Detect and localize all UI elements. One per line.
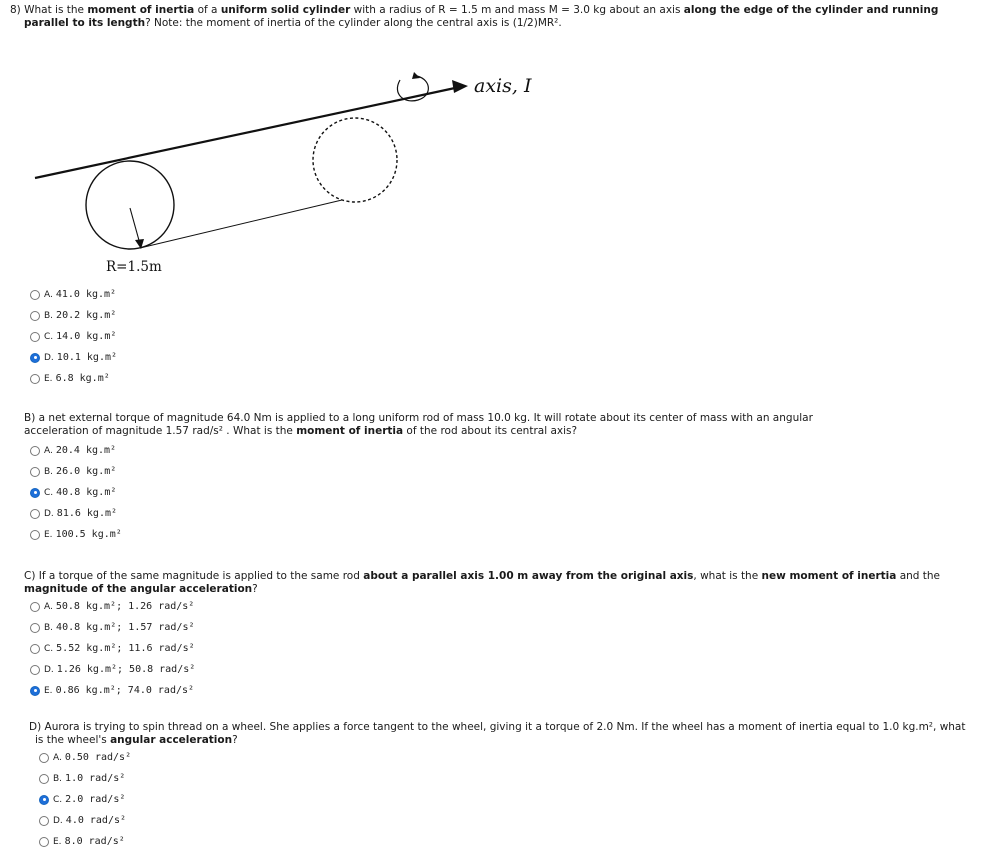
q2-option-b[interactable]	[30, 461, 122, 482]
option-value: 40.8 kg.m²	[56, 487, 117, 498]
q1-bold-2: uniform solid cylinder	[220, 4, 351, 16]
q4-option-e[interactable]	[39, 831, 131, 852]
option-letter: C.	[44, 643, 54, 654]
option-value: 20.4 kg.m²	[55, 445, 117, 456]
q3-option-e[interactable]	[30, 680, 195, 701]
q3-text-2: , what is the	[693, 570, 762, 582]
q1-text-3: with a radius of R = 1.5 m and mass M = 3.0 kg about an axis	[350, 4, 684, 16]
q1-option-e[interactable]	[30, 368, 117, 389]
q2-text-1: B) a net external torque of magnitude 64.0 Nm is applied to a long uniform rod of mass 10.0 kg. It will rotate about its center of mass with an angular	[24, 412, 813, 424]
option-value: 1.26 kg.m²; 50.8 rad/s²	[56, 664, 196, 675]
axis-line	[35, 88, 455, 178]
radio-button[interactable]	[30, 623, 40, 633]
radio-button[interactable]	[30, 530, 40, 540]
radio-button[interactable]	[39, 816, 49, 826]
cylinder-near-end	[86, 161, 174, 249]
q2-option-e[interactable]	[30, 524, 122, 545]
radio-button[interactable]	[30, 467, 40, 477]
radio-button[interactable]	[30, 332, 40, 342]
option-letter: D.	[53, 815, 63, 826]
option-letter: E.	[44, 685, 53, 696]
option-letter: A.	[53, 752, 62, 763]
q3-options	[30, 596, 195, 701]
q1-option-a[interactable]	[30, 284, 117, 305]
q2-text-3: of the rod about its central axis?	[403, 425, 578, 437]
option-letter: E.	[53, 836, 62, 847]
q4-option-d[interactable]	[39, 810, 131, 831]
option-letter: D.	[44, 508, 54, 519]
q2-text-2: acceleration of magnitude 1.57 rad/s² . What is the	[24, 425, 297, 437]
q3-text-4: ?	[252, 583, 258, 595]
option-letter: B.	[44, 622, 54, 633]
radio-button[interactable]	[30, 290, 40, 300]
option-value: 5.52 kg.m²; 11.6 rad/s²	[56, 643, 195, 654]
option-letter: E.	[44, 373, 53, 384]
option-value: 81.6 kg.m²	[56, 508, 118, 519]
question-8-text	[10, 4, 985, 30]
q2-options	[30, 440, 122, 545]
option-value: 1.0 rad/s²	[65, 773, 126, 784]
axis-arrowhead	[452, 80, 468, 93]
option-value: 100.5 kg.m²	[55, 529, 122, 540]
q1-bold-3: along the edge of the cylinder and running	[683, 4, 939, 16]
option-value: 2.0 rad/s²	[65, 794, 126, 805]
q1-text-1: 8) What is the	[10, 4, 88, 16]
q1-option-b[interactable]	[30, 305, 117, 326]
option-value: 40.8 kg.m²; 1.57 rad/s²	[56, 622, 195, 633]
option-value: 41.0 kg.m²	[55, 289, 117, 300]
option-letter: B.	[44, 466, 54, 477]
radius-arrow	[130, 208, 140, 244]
cylinder-axis-diagram	[0, 58, 560, 283]
option-letter: D.	[44, 664, 54, 675]
question-c-text	[24, 570, 974, 596]
radio-button[interactable]	[30, 488, 40, 498]
q2-option-c[interactable]	[30, 482, 122, 503]
q4-text-1: D) Aurora is trying to spin thread on a wheel. She applies a force tangent to the wheel, giving it a torque of 2.0 Nm. If the wheel has a moment of inertia equal to 1.0 kg.m², what	[29, 721, 966, 733]
q1-bold-1: moment of inertia	[87, 4, 195, 16]
radio-button[interactable]	[30, 353, 40, 363]
option-letter: B.	[53, 773, 63, 784]
question-d-text	[29, 721, 994, 747]
option-value: 26.0 kg.m²	[56, 466, 117, 477]
option-value: 4.0 rad/s²	[65, 815, 127, 826]
option-letter: A.	[44, 289, 53, 300]
q3-option-d[interactable]	[30, 659, 195, 680]
q4-text-2: is the wheel's	[35, 734, 111, 746]
q3-option-a[interactable]	[30, 596, 195, 617]
q1-text-4: ? Note: the moment of inertia of the cylinder along the central axis is (1/2)MR².	[145, 17, 562, 29]
option-value: 10.1 kg.m²	[56, 352, 118, 363]
option-letter: C.	[44, 487, 54, 498]
q1-bold-4: parallel to its length	[24, 17, 146, 29]
q3-bold-1: about a parallel axis 1.00 m away from the original axis	[363, 570, 694, 582]
question-b-text	[24, 412, 844, 438]
option-letter: E.	[44, 529, 53, 540]
radius-label: R=1.5m	[106, 259, 162, 275]
q3-bold-3: magnitude of the angular acceleration	[24, 583, 253, 595]
q1-option-d[interactable]	[30, 347, 117, 368]
option-letter: A.	[44, 601, 53, 612]
option-letter: B.	[44, 310, 54, 321]
radio-button[interactable]	[30, 644, 40, 654]
q3-bold-2: new moment of inertia	[761, 570, 897, 582]
q3-option-b[interactable]	[30, 617, 195, 638]
option-value: 0.86 kg.m²; 74.0 rad/s²	[55, 685, 195, 696]
q2-bold-1: moment of inertia	[296, 425, 404, 437]
axis-label: axis, I	[474, 75, 532, 97]
q4-option-a[interactable]	[39, 747, 131, 768]
option-letter: C.	[53, 794, 63, 805]
option-value: 14.0 kg.m²	[56, 331, 117, 342]
radio-button[interactable]	[39, 753, 49, 763]
q4-options	[39, 747, 131, 852]
q2-option-d[interactable]	[30, 503, 122, 524]
radio-button[interactable]	[30, 602, 40, 612]
radio-button[interactable]	[30, 374, 40, 384]
radio-button[interactable]	[39, 774, 49, 784]
option-value: 50.8 kg.m²; 1.26 rad/s²	[55, 601, 195, 612]
option-value: 6.8 kg.m²	[55, 373, 110, 384]
radio-button[interactable]	[30, 665, 40, 675]
q3-text-3: and the	[896, 570, 941, 582]
q1-text-2: of a	[194, 4, 221, 16]
q2-option-a[interactable]	[30, 440, 122, 461]
q1-options	[30, 284, 117, 389]
radio-button[interactable]	[30, 686, 40, 696]
q4-option-c[interactable]	[39, 789, 131, 810]
radio-button[interactable]	[39, 837, 49, 847]
q3-option-c[interactable]	[30, 638, 195, 659]
q4-bold-1: angular acceleration	[110, 734, 233, 746]
radio-button[interactable]	[30, 311, 40, 321]
radio-button[interactable]	[39, 795, 49, 805]
option-letter: C.	[44, 331, 54, 342]
q4-text-3: ?	[232, 734, 238, 746]
q4-option-b[interactable]	[39, 768, 131, 789]
cylinder-far-end	[313, 118, 397, 202]
option-value: 0.50 rad/s²	[64, 752, 132, 763]
option-letter: D.	[44, 352, 54, 363]
option-value: 8.0 rad/s²	[64, 836, 125, 847]
q3-text-1: C) If a torque of the same magnitude is applied to the same rod	[24, 570, 364, 582]
option-value: 20.2 kg.m²	[56, 310, 117, 321]
radio-button[interactable]	[30, 509, 40, 519]
radio-button[interactable]	[30, 446, 40, 456]
q1-option-c[interactable]	[30, 326, 117, 347]
option-letter: A.	[44, 445, 53, 456]
